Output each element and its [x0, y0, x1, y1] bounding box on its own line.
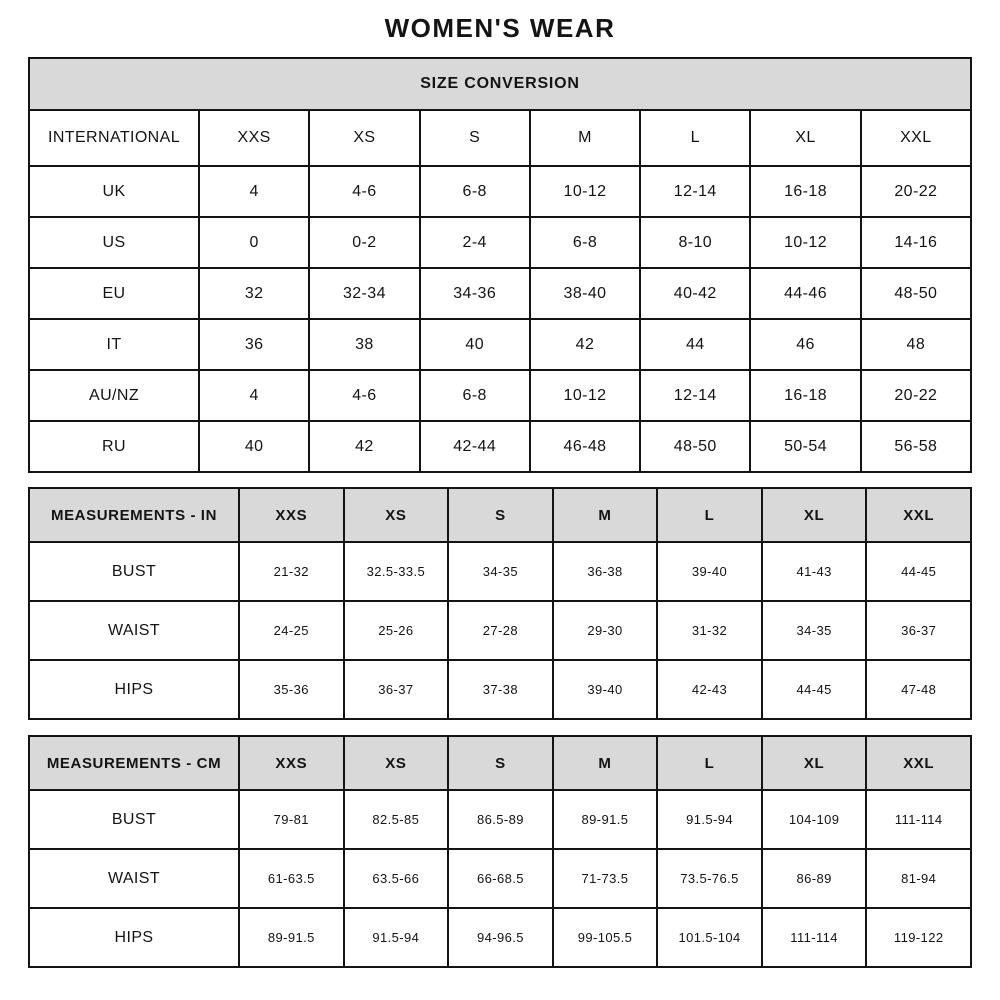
measurements_cm-cell-2-6: 111-114 — [762, 908, 867, 967]
size_conversion-cell-4-4: 10-12 — [530, 370, 640, 421]
size_conversion-header-4: M — [530, 110, 640, 166]
measurements_cm-cell-0-6: 104-109 — [762, 790, 867, 849]
measurements_in-row-label-2: HIPS — [29, 660, 239, 719]
size_conversion-cell-0-6: 16-18 — [750, 166, 860, 217]
measurements_in-cell-0-3: 34-35 — [448, 542, 553, 601]
measurements_cm-header-row — [29, 736, 971, 790]
measurements_in-header-1: XXS — [239, 488, 344, 542]
measurements_cm-cell-2-1: 89-91.5 — [239, 908, 344, 967]
measurements_in-cell-1-5: 31-32 — [657, 601, 762, 660]
measurements_in-header-5: L — [657, 488, 762, 542]
measurements_cm-row-label-2: HIPS — [29, 908, 239, 967]
measurements_in-row-2 — [29, 660, 971, 719]
measurements_cm-cell-0-7: 111-114 — [866, 790, 971, 849]
measurements_cm-cell-0-2: 82.5-85 — [344, 790, 449, 849]
page-title: WOMEN'S WEAR — [384, 13, 616, 43]
measurements_cm-header-3: S — [448, 736, 553, 790]
size_conversion-cell-4-6: 16-18 — [750, 370, 860, 421]
size_conversion-cell-1-1: 0 — [199, 217, 309, 268]
measurements_in-header-7: XXL — [866, 488, 971, 542]
size_conversion-cell-2-5: 40-42 — [640, 268, 750, 319]
measurements_in-cell-2-1: 35-36 — [239, 660, 344, 719]
measurements_cm-row-label-1: WAIST — [29, 849, 239, 908]
size_conversion-cell-3-1: 36 — [199, 319, 309, 370]
size_conversion-cell-1-7: 14-16 — [861, 217, 971, 268]
measurements_cm-row-0 — [29, 790, 971, 849]
measurements_in-cell-2-7: 47-48 — [866, 660, 971, 719]
size_conversion-cell-0-5: 12-14 — [640, 166, 750, 217]
size_conversion-row-0 — [29, 166, 971, 217]
size_conversion-row-label-1: US — [29, 217, 199, 268]
measurements_cm-cell-2-2: 91.5-94 — [344, 908, 449, 967]
size_conversion-header-1: XXS — [199, 110, 309, 166]
measurements_in-cell-2-6: 44-45 — [762, 660, 867, 719]
measurements_in-cell-0-5: 39-40 — [657, 542, 762, 601]
size_conversion-cell-2-4: 38-40 — [530, 268, 640, 319]
size_conversion-caption: SIZE CONVERSION — [29, 58, 971, 110]
measurements_in-cell-2-3: 37-38 — [448, 660, 553, 719]
measurements_cm-cell-0-4: 89-91.5 — [553, 790, 658, 849]
measurements_in-cell-2-4: 39-40 — [553, 660, 658, 719]
size_conversion-row-5 — [29, 421, 971, 472]
measurements_in-cell-2-2: 36-37 — [344, 660, 449, 719]
size_conversion-cell-5-7: 56-58 — [861, 421, 971, 472]
measurements_in-cell-2-5: 42-43 — [657, 660, 762, 719]
measurements_in-cell-0-6: 41-43 — [762, 542, 867, 601]
size_conversion-header-2: XS — [309, 110, 419, 166]
measurements_cm-cell-2-3: 94-96.5 — [448, 908, 553, 967]
measurements_cm-header-1: XXS — [239, 736, 344, 790]
size_conversion-cell-1-4: 6-8 — [530, 217, 640, 268]
measurements_cm-header-0: MEASUREMENTS - CM — [29, 736, 239, 790]
measurements_in-cell-0-2: 32.5-33.5 — [344, 542, 449, 601]
measurements_cm-cell-2-4: 99-105.5 — [553, 908, 658, 967]
size_conversion-cell-3-4: 42 — [530, 319, 640, 370]
measurements_in-row-label-0: BUST — [29, 542, 239, 601]
measurements_cm-cell-1-7: 81-94 — [866, 849, 971, 908]
measurements_in-row-label-1: WAIST — [29, 601, 239, 660]
size_conversion-cell-2-1: 32 — [199, 268, 309, 319]
size_conversion-row-label-5: RU — [29, 421, 199, 472]
measurements-cm-table — [28, 735, 972, 968]
measurements_cm-header-4: M — [553, 736, 658, 790]
size_conversion-cell-3-5: 44 — [640, 319, 750, 370]
size_conversion-cell-2-6: 44-46 — [750, 268, 860, 319]
measurements_in-header-row — [29, 488, 971, 542]
size_conversion-cell-3-3: 40 — [420, 319, 530, 370]
size_conversion-cell-1-2: 0-2 — [309, 217, 419, 268]
measurements_in-row-1 — [29, 601, 971, 660]
size_conversion-cell-5-1: 40 — [199, 421, 309, 472]
measurements_cm-row-1 — [29, 849, 971, 908]
size_conversion-cell-3-2: 38 — [309, 319, 419, 370]
measurements_in-cell-1-6: 34-35 — [762, 601, 867, 660]
measurements_cm-row-2 — [29, 908, 971, 967]
measurements_cm-cell-1-6: 86-89 — [762, 849, 867, 908]
size_conversion-cell-0-4: 10-12 — [530, 166, 640, 217]
size_conversion-cell-0-2: 4-6 — [309, 166, 419, 217]
measurements_cm-cell-2-5: 101.5-104 — [657, 908, 762, 967]
size_conversion-header-3: S — [420, 110, 530, 166]
size_conversion-row-label-2: EU — [29, 268, 199, 319]
measurements_in-header-2: XS — [344, 488, 449, 542]
size_conversion-header-0: INTERNATIONAL — [29, 110, 199, 166]
measurements_in-header-4: M — [553, 488, 658, 542]
size-conversion-table — [28, 57, 972, 473]
measurements_in-cell-0-7: 44-45 — [866, 542, 971, 601]
size_conversion-cell-0-3: 6-8 — [420, 166, 530, 217]
size_conversion-cell-3-6: 46 — [750, 319, 860, 370]
measurements_in-cell-1-1: 24-25 — [239, 601, 344, 660]
measurements_cm-cell-2-7: 119-122 — [866, 908, 971, 967]
size_conversion-caption-row — [29, 58, 971, 110]
size_conversion-row-3 — [29, 319, 971, 370]
size_conversion-cell-1-6: 10-12 — [750, 217, 860, 268]
size_conversion-row-1 — [29, 217, 971, 268]
size_conversion-cell-5-3: 42-44 — [420, 421, 530, 472]
measurements_in-header-0: MEASUREMENTS - IN — [29, 488, 239, 542]
size_conversion-row-label-4: AU/NZ — [29, 370, 199, 421]
measurements_cm-cell-1-5: 73.5-76.5 — [657, 849, 762, 908]
measurements_cm-cell-1-1: 61-63.5 — [239, 849, 344, 908]
size_conversion-cell-1-3: 2-4 — [420, 217, 530, 268]
measurements_cm-cell-0-5: 91.5-94 — [657, 790, 762, 849]
measurements_cm-cell-0-1: 79-81 — [239, 790, 344, 849]
size_conversion-header-row — [29, 110, 971, 166]
measurements_cm-header-6: XL — [762, 736, 867, 790]
size_conversion-header-7: XXL — [861, 110, 971, 166]
measurements_cm-cell-1-2: 63.5-66 — [344, 849, 449, 908]
size_conversion-cell-2-2: 32-34 — [309, 268, 419, 319]
size_conversion-row-4 — [29, 370, 971, 421]
size_conversion-cell-1-5: 8-10 — [640, 217, 750, 268]
size_conversion-row-label-0: UK — [29, 166, 199, 217]
measurements_in-cell-1-2: 25-26 — [344, 601, 449, 660]
measurements_cm-header-2: XS — [344, 736, 449, 790]
size_conversion-cell-3-7: 48 — [861, 319, 971, 370]
size_conversion-cell-2-7: 48-50 — [861, 268, 971, 319]
measurements_in-row-0 — [29, 542, 971, 601]
measurements_in-cell-0-4: 36-38 — [553, 542, 658, 601]
measurements_cm-header-7: XXL — [866, 736, 971, 790]
measurements-in-table — [28, 487, 972, 720]
size_conversion-header-5: L — [640, 110, 750, 166]
size_conversion-cell-5-5: 48-50 — [640, 421, 750, 472]
size_conversion-cell-4-3: 6-8 — [420, 370, 530, 421]
measurements_in-header-6: XL — [762, 488, 867, 542]
measurements_cm-header-5: L — [657, 736, 762, 790]
measurements_cm-row-label-0: BUST — [29, 790, 239, 849]
size_conversion-cell-5-4: 46-48 — [530, 421, 640, 472]
size_conversion-cell-4-2: 4-6 — [309, 370, 419, 421]
size_conversion-cell-0-1: 4 — [199, 166, 309, 217]
size_conversion-header-6: XL — [750, 110, 860, 166]
size_conversion-cell-4-1: 4 — [199, 370, 309, 421]
measurements_in-cell-1-7: 36-37 — [866, 601, 971, 660]
measurements_in-header-3: S — [448, 488, 553, 542]
measurements_in-cell-1-4: 29-30 — [553, 601, 658, 660]
measurements_in-cell-0-1: 21-32 — [239, 542, 344, 601]
measurements_in-cell-1-3: 27-28 — [448, 601, 553, 660]
size_conversion-cell-0-7: 20-22 — [861, 166, 971, 217]
measurements_cm-cell-1-3: 66-68.5 — [448, 849, 553, 908]
size_conversion-cell-5-2: 42 — [309, 421, 419, 472]
size_conversion-cell-4-7: 20-22 — [861, 370, 971, 421]
size_conversion-cell-5-6: 50-54 — [750, 421, 860, 472]
measurements_cm-cell-1-4: 71-73.5 — [553, 849, 658, 908]
size_conversion-row-2 — [29, 268, 971, 319]
size_conversion-row-label-3: IT — [29, 319, 199, 370]
measurements_cm-cell-0-3: 86.5-89 — [448, 790, 553, 849]
size_conversion-cell-4-5: 12-14 — [640, 370, 750, 421]
size_conversion-cell-2-3: 34-36 — [420, 268, 530, 319]
